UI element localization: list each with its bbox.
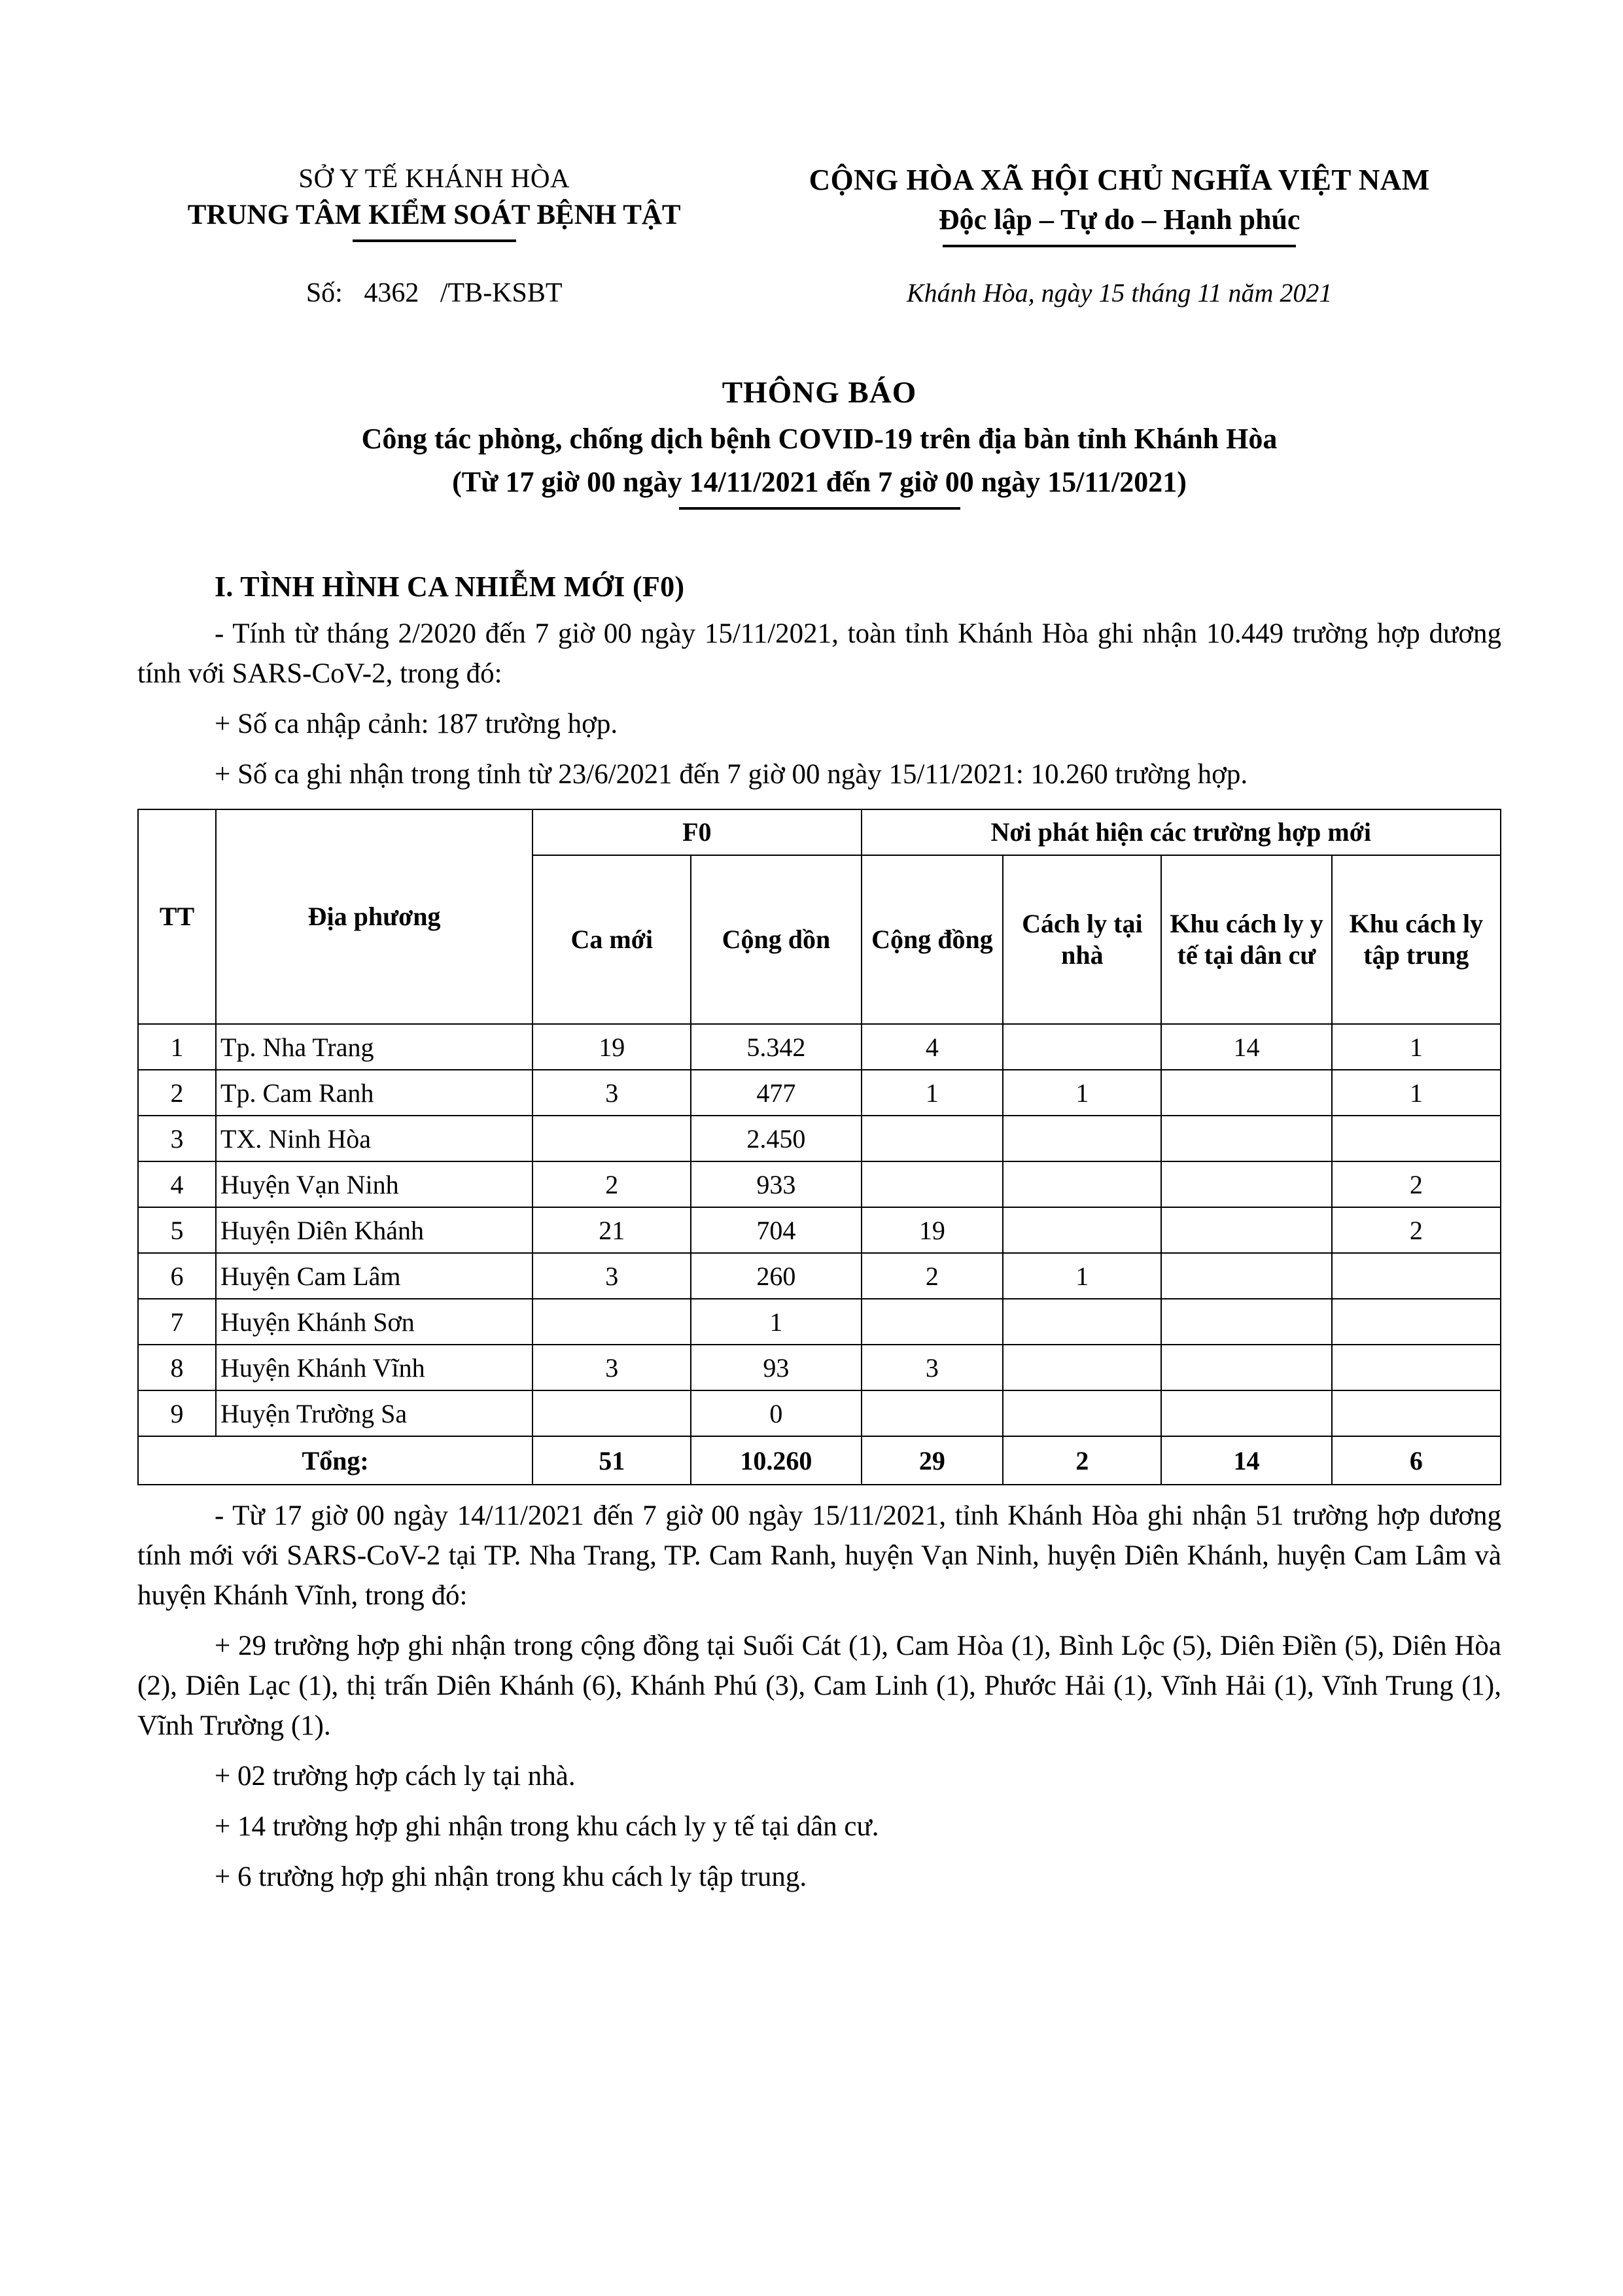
table-row (138, 1024, 1501, 1070)
column-header-concentrated-quarantine: Khu cách ly tập trung (1332, 855, 1501, 1024)
row-home-quarantine (1003, 1390, 1161, 1436)
row-home-quarantine: 1 (1003, 1070, 1161, 1116)
table-footer (138, 1436, 1501, 1485)
row-place: Huyện Vạn Ninh (216, 1161, 532, 1207)
row-medical-quarantine (1161, 1070, 1331, 1116)
total-new-cases: 51 (532, 1436, 691, 1485)
row-place: TX. Ninh Hòa (216, 1116, 532, 1161)
document-number-block (137, 277, 737, 309)
row-index: 6 (138, 1253, 216, 1299)
row-community (862, 1161, 1003, 1207)
row-community (862, 1116, 1003, 1161)
post-table-paragraph-2: + 29 trường hợp ghi nhận trong cộng đồng tại Suối Cát (1), Cam Hòa (1), Bình Lộc (5), Diên Điền (5), Diên Hòa (2), Diên Lạc (1), thị trấn Diên Khánh (6), Khánh Phú (3), Cam Linh (1), Phước Hải (1), Vĩnh Hải (1), Vĩnh Trung (1), Vĩnh Trường (1). (137, 1631, 1501, 1742)
row-medical-quarantine (1161, 1299, 1331, 1345)
row-concentrated-quarantine: 1 (1332, 1070, 1501, 1116)
row-new-cases (532, 1116, 691, 1161)
total-community: 29 (862, 1436, 1003, 1485)
table-body (138, 1024, 1501, 1436)
row-new-cases: 2 (532, 1161, 691, 1207)
row-home-quarantine: 1 (1003, 1253, 1161, 1299)
total-concentrated-quarantine: 6 (1332, 1436, 1501, 1485)
row-home-quarantine (1003, 1207, 1161, 1253)
total-label: Tổng: (138, 1436, 532, 1485)
row-index: 2 (138, 1070, 216, 1116)
national-motto: Độc lập – Tự do – Hạnh phúc (938, 203, 1300, 236)
place-and-date: Khánh Hòa, ngày 15 tháng 11 năm 2021 (907, 278, 1333, 308)
row-community: 1 (862, 1070, 1003, 1116)
column-header-tt: TT (138, 809, 216, 1024)
row-place: Huyện Khánh Sơn (216, 1299, 532, 1345)
column-header-cumulative: Cộng dồn (691, 855, 861, 1024)
section-1-heading: I. TÌNH HÌNH CA NHIỄM MỚI (F0) (215, 570, 685, 603)
row-new-cases (532, 1299, 691, 1345)
department-name: SỞ Y TẾ KHÁNH HÒA (298, 163, 570, 193)
document-content (137, 160, 1501, 1897)
row-medical-quarantine (1161, 1390, 1331, 1436)
document-number-value: 4362 (364, 278, 419, 309)
page-title: THÔNG BÁO (722, 376, 917, 410)
table-row (138, 1070, 1501, 1116)
row-concentrated-quarantine (1332, 1345, 1501, 1390)
row-cumulative: 260 (691, 1253, 861, 1299)
row-community (862, 1299, 1003, 1345)
row-place: Huyện Trường Sa (216, 1390, 532, 1436)
motto-underline-rule (943, 245, 1296, 247)
row-community (862, 1390, 1003, 1436)
document-title-block (137, 373, 1501, 510)
row-new-cases: 3 (532, 1253, 691, 1299)
row-new-cases (532, 1390, 691, 1436)
row-medical-quarantine (1161, 1253, 1331, 1299)
row-cumulative: 5.342 (691, 1024, 861, 1070)
table-row (138, 1390, 1501, 1436)
row-home-quarantine (1003, 1345, 1161, 1390)
document-meta-row (137, 277, 1501, 309)
row-new-cases: 21 (532, 1207, 691, 1253)
row-index: 8 (138, 1345, 216, 1390)
row-community: 3 (862, 1345, 1003, 1390)
issuing-organization (137, 160, 737, 242)
row-new-cases: 3 (532, 1345, 691, 1390)
table-row (138, 1116, 1501, 1161)
row-index: 3 (138, 1116, 216, 1161)
row-concentrated-quarantine: 2 (1332, 1207, 1501, 1253)
row-cumulative: 477 (691, 1070, 861, 1116)
section-1-paragraph-3: + Số ca ghi nhận trong tỉnh từ 23/6/2021 đến 7 giờ 00 ngày 15/11/2021: 10.260 trường hợp. (215, 758, 1248, 790)
row-index: 1 (138, 1024, 216, 1070)
row-index: 5 (138, 1207, 216, 1253)
row-cumulative: 933 (691, 1161, 861, 1207)
column-group-header-detection-location: Nơi phát hiện các trường hợp mới (862, 809, 1501, 855)
row-medical-quarantine (1161, 1116, 1331, 1161)
covid-cases-table (137, 809, 1501, 1485)
title-subtitle-line1: Công tác phòng, chống dịch bệnh COVID-19 trên địa bàn tỉnh Khánh Hòa (361, 423, 1278, 455)
center-name: TRUNG TÂM KIỂM SOÁT BỆNH TẬT (187, 200, 681, 231)
table-row (138, 1161, 1501, 1207)
row-home-quarantine (1003, 1024, 1161, 1070)
column-header-medical-quarantine-residential: Khu cách ly y tế tại dân cư (1161, 855, 1331, 1024)
row-home-quarantine (1003, 1299, 1161, 1345)
section-1-paragraph-1: - Tính từ tháng 2/2020 đến 7 giờ 00 ngày 15/11/2021, toàn tỉnh Khánh Hòa ghi nhận 10.449 trường hợp dương tính với SARS-CoV-2, trong đó: (137, 618, 1501, 689)
row-index: 7 (138, 1299, 216, 1345)
row-medical-quarantine: 14 (1161, 1024, 1331, 1070)
document-number-suffix: /TB-KSBT (440, 278, 563, 309)
table-row (138, 1299, 1501, 1345)
row-concentrated-quarantine (1332, 1253, 1501, 1299)
row-medical-quarantine (1161, 1161, 1331, 1207)
post-table-paragraph-3: + 02 trường hợp cách ly tại nhà. (215, 1761, 576, 1792)
table-row (138, 1253, 1501, 1299)
row-community: 19 (862, 1207, 1003, 1253)
table-total-row (138, 1436, 1501, 1485)
national-heading (737, 160, 1501, 247)
row-place: Tp. Nha Trang (216, 1024, 532, 1070)
column-header-home-quarantine: Cách ly tại nhà (1003, 855, 1161, 1024)
column-group-header-f0: F0 (532, 809, 861, 855)
row-medical-quarantine (1161, 1207, 1331, 1253)
section-1-paragraph-2: + Số ca nhập cảnh: 187 trường hợp. (215, 708, 618, 739)
post-table-paragraph-5: + 6 trường hợp ghi nhận trong khu cách ly tập trung. (215, 1862, 807, 1893)
row-community: 4 (862, 1024, 1003, 1070)
row-concentrated-quarantine (1332, 1299, 1501, 1345)
row-new-cases: 3 (532, 1070, 691, 1116)
row-concentrated-quarantine (1332, 1390, 1501, 1436)
row-cumulative: 93 (691, 1345, 861, 1390)
row-new-cases: 19 (532, 1024, 691, 1070)
table-row (138, 1207, 1501, 1253)
title-underline-rule (679, 507, 960, 510)
total-medical-quarantine: 14 (1161, 1436, 1331, 1485)
document-number-label: Số: (305, 278, 343, 309)
post-table-paragraph-4: + 14 trường hợp ghi nhận trong khu cách ly y tế tại dân cư. (215, 1811, 879, 1843)
row-home-quarantine (1003, 1161, 1161, 1207)
row-concentrated-quarantine: 1 (1332, 1024, 1501, 1070)
column-header-place: Địa phương (216, 809, 532, 1024)
document-header (137, 160, 1501, 247)
row-concentrated-quarantine: 2 (1332, 1161, 1501, 1207)
row-place: Huyện Cam Lâm (216, 1253, 532, 1299)
table-header-group-row (138, 809, 1501, 855)
row-place: Huyện Diên Khánh (216, 1207, 532, 1253)
row-index: 4 (138, 1161, 216, 1207)
row-concentrated-quarantine (1332, 1116, 1501, 1161)
row-cumulative: 0 (691, 1390, 861, 1436)
row-cumulative: 1 (691, 1299, 861, 1345)
row-home-quarantine (1003, 1116, 1161, 1161)
row-index: 9 (138, 1390, 216, 1436)
table-row (138, 1345, 1501, 1390)
table-header (138, 809, 1501, 1024)
row-place: Tp. Cam Ranh (216, 1070, 532, 1116)
row-place: Huyện Khánh Vĩnh (216, 1345, 532, 1390)
row-medical-quarantine (1161, 1345, 1331, 1390)
row-cumulative: 2.450 (691, 1116, 861, 1161)
column-header-new-cases: Ca mới (532, 855, 691, 1024)
post-table-paragraph-1: - Từ 17 giờ 00 ngày 14/11/2021 đến 7 giờ 00 ngày 15/11/2021, tỉnh Khánh Hòa ghi nhận 51 trường hợp dương tính mới với SARS-CoV-2 tại TP. Nha Trang, TP. Cam Ranh, huyện Vạn Ninh, huyện Diên Khánh, huyện Cam Lâm và huyện Khánh Vĩnh, trong đó: (137, 1500, 1501, 1612)
total-home-quarantine: 2 (1003, 1436, 1161, 1485)
row-community: 2 (862, 1253, 1003, 1299)
column-header-community: Cộng đồng (862, 855, 1003, 1024)
row-cumulative: 704 (691, 1207, 861, 1253)
title-subtitle-line2: (Từ 17 giờ 00 ngày 14/11/2021 đến 7 giờ 00 ngày 15/11/2021) (452, 466, 1187, 499)
country-name: CỘNG HÒA XÃ HỘI CHỦ NGHĨA VIỆT NAM (809, 164, 1430, 196)
total-cumulative: 10.260 (691, 1436, 861, 1485)
org-underline-rule (353, 239, 516, 242)
